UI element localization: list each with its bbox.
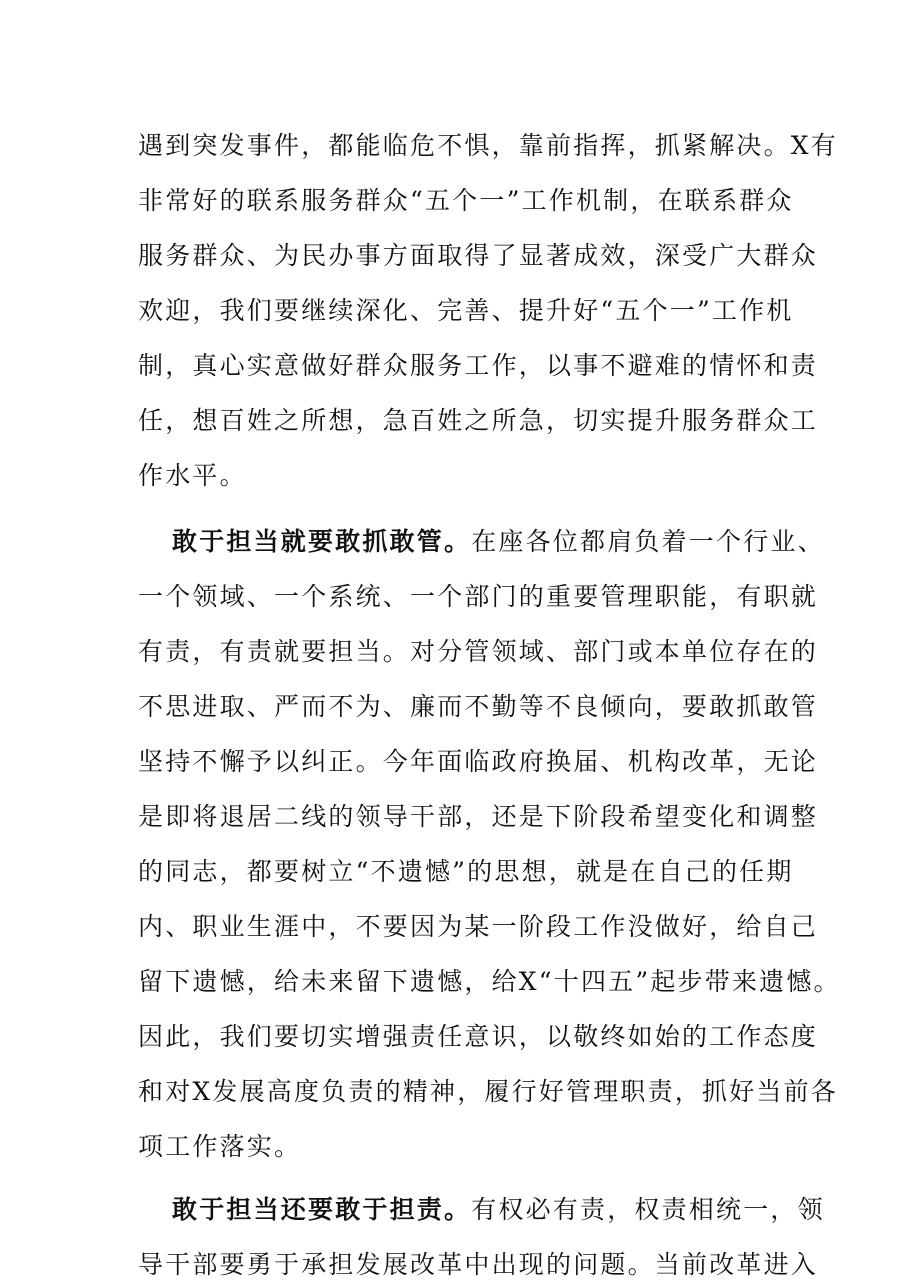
paragraph-2-line-9: 留下遗憾，给未来留下遗憾，给X“十四五”起步带来遗憾。	[138, 967, 841, 996]
paragraph-3-line-2: 导干部要勇于承担发展改革中出现的问题。当前改革进入	[138, 1250, 819, 1279]
paragraph-2-line-11: 和对X发展高度负责的精神，履行好管理职责，抓好当前各	[138, 1077, 839, 1106]
paragraph-1-line-5: 制，真心实意做好群众服务工作，以事不避难的情怀和责	[138, 351, 819, 380]
paragraph-3-line-1	[172, 1190, 832, 1230]
paragraph-1-line-4: 欢迎，我们要继续深化、完善、提升好“五个一”工作机	[138, 296, 794, 325]
paragraph-1-line-6: 任，想百姓之所想，急百姓之所急，切实提升服务群众工	[138, 406, 819, 435]
paragraph-2-line-6: 是即将退居二线的领导干部，还是下阶段希望变化和调整	[138, 802, 819, 831]
paragraph-2-line-3: 有责，有责就要担当。对分管领域、部门或本单位存在的	[138, 637, 819, 666]
paragraph-2-first-line-text: 在座各位都肩负着一个行业、	[471, 527, 825, 556]
paragraph-2-line-10: 因此，我们要切实增强责任意识，以敬终如始的工作态度	[138, 1022, 819, 1051]
paragraph-3-heading: 敢于担当还要敢于担责。	[172, 1195, 472, 1224]
paragraph-1-line-7: 作水平。	[138, 461, 247, 490]
paragraph-1-line-1: 遇到突发事件，都能临危不惧，靠前指挥，抓紧解决。X有	[138, 131, 839, 160]
paragraph-1-line-2: 非常好的联系服务群众“五个一”工作机制，在联系群众	[138, 186, 794, 215]
paragraph-2-heading: 敢于担当就要敢抓敢管。	[172, 527, 472, 556]
paragraph-2-line-7: 的同志，都要树立“不遗憾”的思想，就是在自己的任期	[138, 857, 794, 886]
paragraph-2-line-12: 项工作落实。	[138, 1132, 302, 1161]
paragraph-2-line-4: 不思进取、严而不为、廉而不勤等不良倾向，要敢抓敢管	[138, 692, 819, 721]
paragraph-2-line-5: 坚持不懈予以纠正。今年面临政府换届、机构改革，无论	[138, 747, 819, 776]
paragraph-2-line-2: 一个领域、一个系统、一个部门的重要管理职能，有职就	[138, 582, 819, 611]
paragraph-1-line-3: 服务群众、为民办事方面取得了显著成效，深受广大群众	[138, 241, 819, 270]
paragraph-2-line-8: 内、职业生涯中，不要因为某一阶段工作没做好，给自己	[138, 912, 819, 941]
paragraph-2-line-1	[172, 522, 832, 562]
paragraph-3-first-line-text: 有权必有责，权责相统一，领	[471, 1195, 825, 1224]
